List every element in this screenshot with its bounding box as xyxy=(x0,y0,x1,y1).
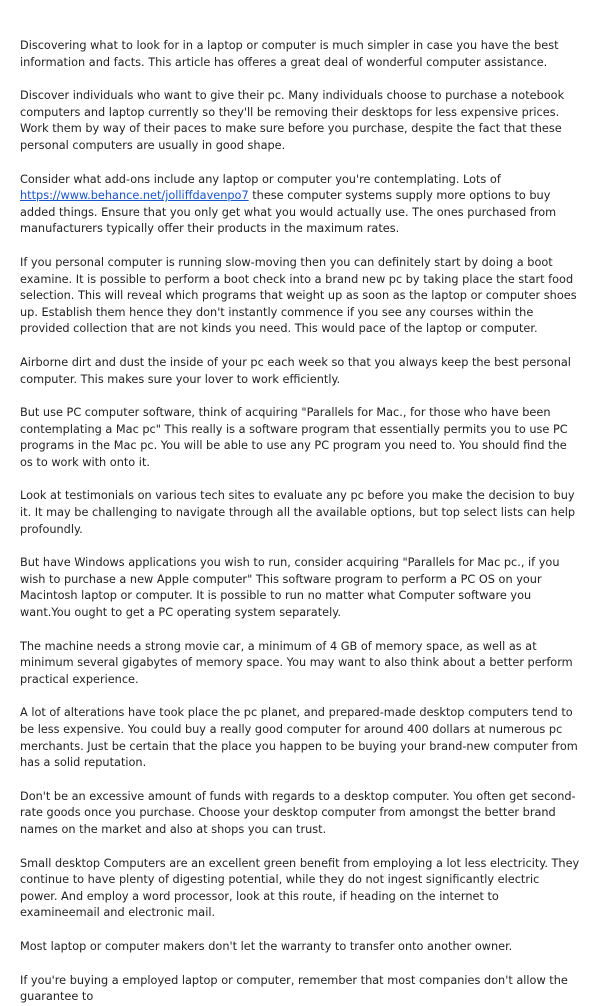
paragraph-7: Look at testimonials on various tech sites to evaluate any pc before you make the decision to buy it. It may be challenging to navigate through all the available options, but top select lists can help profoundly. xyxy=(20,489,576,536)
paragraph-9: The machine needs a strong movie car, a minimum of 4 GB of memory space, as well as at minimum several gigabytes of memory space. You may want to also think about a better perform practical experience. xyxy=(20,639,573,686)
paragraph-1: Discovering what to look for in a laptop or computer is much simpler in case you have the best information and facts. This article has offeres a great deal of wonderful computer assistance. xyxy=(20,39,559,69)
paragraph-6: But use PC computer software, think of acquiring "Parallels for Mac., for those who have been contemplating a Mac pc" This really is a software program that essentially permits you to use PC programs in the Mac pc. You will be able to use any PC program you need to. You should find the os to work with onto it. xyxy=(20,406,568,469)
paragraph-5: Airborne dirt and dust the inside of your pc each week so that you always keep the best personal computer. This makes sure your lover to work efficiently. xyxy=(20,355,571,386)
behance-link[interactable]: https://www.behance.net/jolliffdavenpo7 xyxy=(20,189,249,203)
paragraph-3 xyxy=(20,172,580,238)
paragraph-10: A lot of alterations have took place the pc planet, and prepared-made desktop computers tend to be less expensive. You could buy a really good computer for around 400 dollars at numerous pc merchants. Just be certain that the place you happen to be buying your brand-new computer from has a solid reputation. xyxy=(20,706,578,770)
paragraph-12: Small desktop Computers are an excellent green benefit from employing a lot less electricity. They continue to have plenty of digesting potential, while they do not ingest significantly electric power. And employ a word processor, look at this route, if heading on the internet to examineemail and electronic mail. xyxy=(20,856,580,920)
paragraph-4: If you personal computer is running slow-moving then you can definitely start by doing a boot examine. It is possible to perform a boot check into a brand new pc by taking place the start food selection. This will reveal which programs that weight up as soon as the laptop or computer shoes up. Establish them hence they don't instantly commence if you see any courses within the provided collection that are not kinds you need. This would pace of the laptop or computer. xyxy=(20,255,577,336)
paragraph-2: Discover individuals who want to give their pc. Many individuals choose to purchase a notebook computers and laptop currently so they'll be removing their desktops for less expensive prices. Work them by way of their paces to make sure before you purchase, despite the fact that these personal computers are usually in good shape. xyxy=(20,89,565,152)
paragraph-11: Don't be an excessive amount of funds with regards to a desktop computer. You often get second-rate goods once you purchase. Choose your desktop computer from amongst the better brand names on the market and also at shops you can trust. xyxy=(20,789,576,836)
paragraph-3-text-before: Consider what add-ons include any laptop or computer you're contemplating. Lots of xyxy=(20,172,501,186)
paragraph-8: But have Windows applications you wish to run, consider acquiring "Parallels for Mac pc., if you wish to purchase a new Apple computer" This software program to perform a PC OS on your Macintosh laptop or computer. It is possible to run no matter what Computer software you want.You ought to get a PC operating system separately. xyxy=(20,556,560,620)
paragraph-14: If you're buying a employed laptop or computer, remember that most companies don't allow the guarantee to xyxy=(20,973,568,1004)
paragraph-13: Most laptop or computer makers don't let the warranty to transfer onto another owner. xyxy=(20,939,513,953)
paragraph-3-text-after: these computer systems supply more options to buy added things. Ensure that you only get what you would actually use. The ones purchased from manufacturers typically offer their products in the maximum rates. xyxy=(20,189,557,236)
